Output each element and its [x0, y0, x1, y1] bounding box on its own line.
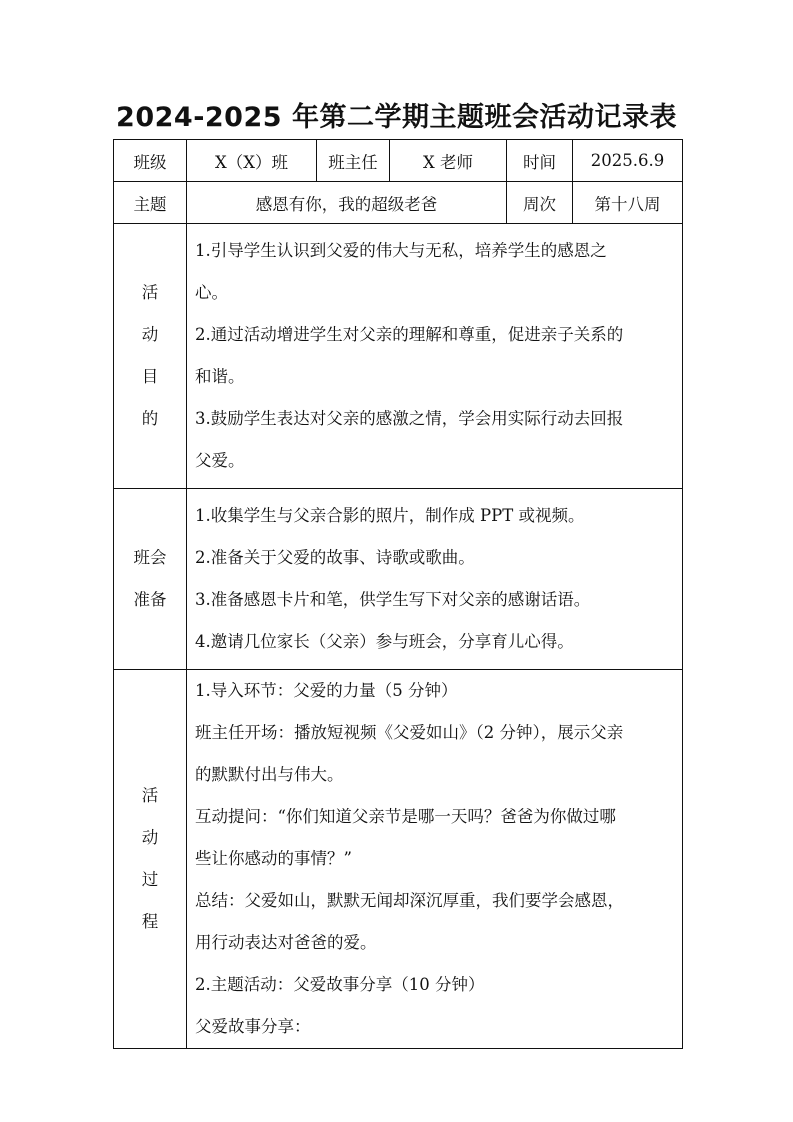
class-label: 班级 — [114, 140, 187, 182]
info-row-theme — [114, 182, 683, 224]
week-value: 第十八周 — [573, 182, 683, 224]
theme-label: 主题 — [114, 182, 187, 224]
theme-value: 感恩有你，我的超级老爸 — [187, 182, 507, 224]
goals-content — [187, 224, 683, 489]
goals-line: 2.通过活动增进学生对父亲的理解和尊重，促进亲子关系的 — [195, 325, 624, 344]
process-label-char: 程 — [141, 912, 159, 931]
process-line: 2.主题活动：父爱故事分享（10 分钟） — [195, 975, 485, 994]
goals-line: 心。 — [195, 283, 228, 302]
preparation-line: 1.收集学生与父亲合影的照片，制作成 PPT 或视频。 — [195, 506, 585, 525]
process-label-char: 过 — [141, 870, 159, 889]
process-line: 总结：父爱如山，默默无闻却深沉厚重，我们要学会感恩， — [195, 891, 624, 910]
goals-label-char: 目 — [141, 367, 159, 386]
teacher-label: 班主任 — [317, 140, 390, 182]
goals-label-char: 动 — [141, 325, 159, 344]
process-content — [187, 670, 683, 1049]
process-label-char: 活 — [141, 786, 159, 805]
process-label — [114, 670, 187, 1049]
class-value: X（X）班 — [187, 140, 317, 182]
goals-label — [114, 224, 187, 489]
process-row — [114, 670, 683, 1049]
goals-line: 1.引导学生认识到父爱的伟大与无私，培养学生的感恩之 — [195, 241, 607, 260]
record-table — [113, 139, 683, 1049]
process-label-char: 动 — [141, 828, 159, 847]
preparation-label — [114, 489, 187, 670]
process-line: 的默默付出与伟大。 — [195, 765, 344, 784]
goals-line: 父爱。 — [195, 451, 245, 470]
week-label: 周次 — [507, 182, 573, 224]
preparation-label-line: 准备 — [133, 590, 167, 609]
process-line: 互动提问：“你们知道父亲节是哪一天吗？爸爸为你做过哪 — [195, 807, 616, 826]
process-line: 父爱故事分享： — [195, 1017, 311, 1036]
process-line: 班主任开场：播放短视频《父爱如山》（2 分钟），展示父亲 — [195, 723, 624, 742]
process-line: 用行动表达对爸爸的爱。 — [195, 933, 377, 952]
preparation-content — [187, 489, 683, 670]
process-line: 些让你感动的事情？” — [195, 849, 352, 868]
info-row-class — [114, 140, 683, 182]
goals-line: 和谐。 — [195, 367, 245, 386]
goals-line: 3.鼓励学生表达对父亲的感激之情，学会用实际行动去回报 — [195, 409, 624, 428]
process-line: 1.导入环节：父爱的力量（5 分钟） — [195, 681, 458, 700]
teacher-value: X 老师 — [390, 140, 507, 182]
preparation-line: 4.邀请几位家长（父亲）参与班会，分享育儿心得。 — [195, 632, 574, 651]
time-value: 2025.6.9 — [573, 140, 683, 182]
preparation-line: 2.准备关于父爱的故事、诗歌或歌曲。 — [195, 548, 475, 567]
preparation-label-line: 班会 — [133, 548, 167, 567]
page-title: 2024-2025 年第二学期主题班会活动记录表 — [116, 102, 677, 133]
goals-row — [114, 224, 683, 489]
goals-label-char: 的 — [141, 409, 159, 428]
goals-label-char: 活 — [141, 283, 159, 302]
preparation-line: 3.准备感恩卡片和笔，供学生写下对父亲的感谢话语。 — [195, 590, 591, 609]
time-label: 时间 — [507, 140, 573, 182]
preparation-row — [114, 489, 683, 670]
